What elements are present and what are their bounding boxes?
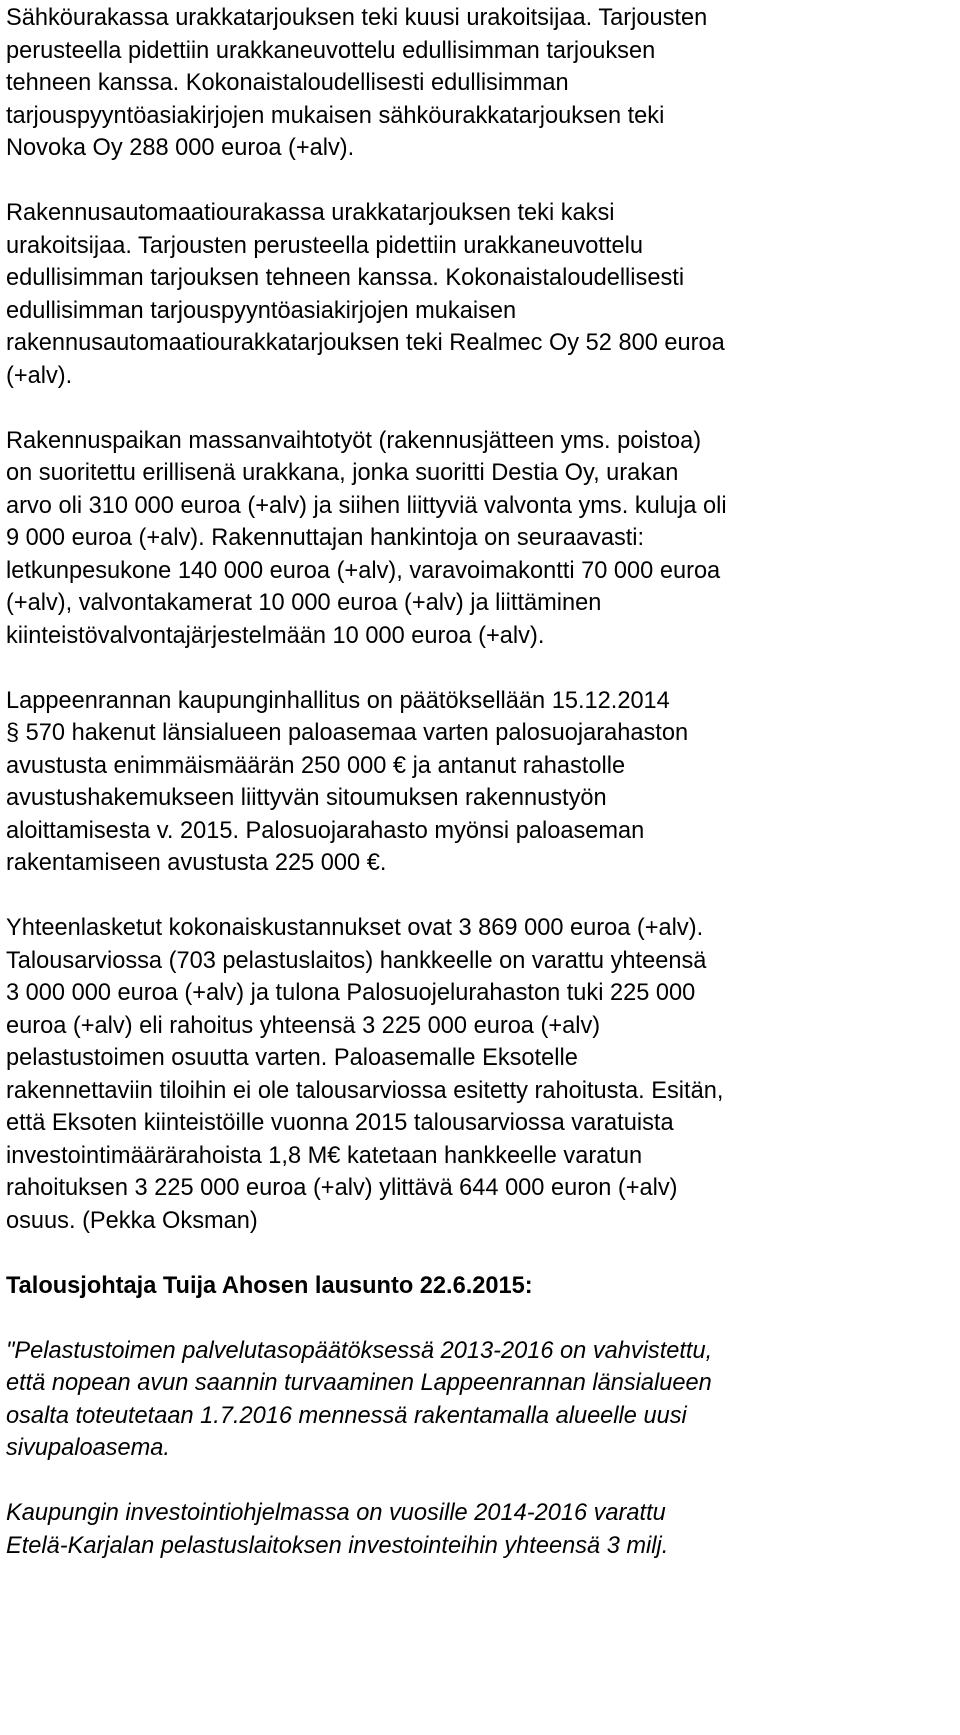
- paragraph-spacer: [6, 392, 960, 425]
- section-heading: Talousjohtaja Tuija Ahosen lausunto 22.6.2015:: [6, 1272, 533, 1299]
- text-line: Etelä-Karjalan pelastuslaitoksen investointeihin yhteensä 3 milj.: [6, 1532, 669, 1559]
- paragraph-total-costs: [6, 912, 960, 1237]
- text-line: (+alv).: [6, 362, 73, 389]
- text-line: edullisimman tarjouspyyntöasiakirjojen mukaisen: [6, 297, 517, 324]
- paragraph-automation-contract: [6, 197, 960, 392]
- text-line: Yhteenlasketut kokonaiskustannukset ovat 3 869 000 euroa (+alv).: [6, 915, 704, 941]
- paragraph-spacer: [6, 1302, 960, 1335]
- text-line: osuus. (Pekka Oksman): [6, 1207, 258, 1234]
- quote-paragraph-service-level: [6, 1335, 960, 1465]
- text-line: urakoitsijaa. Tarjousten perusteella pidettiin urakkaneuvottelu: [6, 232, 643, 259]
- text-line: rahoituksen 3 225 000 euroa (+alv) ylittävä 644 000 euron (+alv): [6, 1175, 678, 1201]
- paragraph-ground-works: [6, 425, 960, 653]
- text-line: pelastustoimen osuutta varten. Paloasemalle Eksotelle: [6, 1045, 578, 1071]
- text-line: perusteella pidettiin urakkaneuvottelu edullisimman tarjouksen: [6, 37, 656, 64]
- text-line: Lappeenrannan kaupunginhallitus on päätöksellään 15.12.2014: [6, 687, 670, 714]
- text-line: Kaupungin investointiohjelmassa on vuosille 2014-2016 varattu: [6, 1500, 666, 1526]
- paragraph-spacer: [6, 652, 960, 685]
- text-line: aloittamisesta v. 2015. Palosuojarahasto myönsi paloaseman: [6, 817, 645, 844]
- paragraph-electrical-contract: [6, 2, 960, 165]
- text-line: Rakennusautomaatiourakassa urakkatarjouksen teki kaksi: [6, 200, 615, 226]
- quote-paragraph-investment-program: [6, 1497, 960, 1562]
- text-line: 9 000 euroa (+alv). Rakennuttajan hankintoja on seuraavasti:: [6, 525, 645, 551]
- text-line: että Eksoten kiinteistöille vuonna 2015 talousarviossa varatuista: [6, 1110, 674, 1136]
- text-line: rakentamiseen avustusta 225 000 €.: [6, 850, 387, 876]
- text-line: avustushakemukseen liittyvän sitoumuksen rakennustyön: [6, 785, 607, 811]
- text-line: Novoka Oy 288 000 euroa (+alv).: [6, 135, 355, 161]
- text-line: tarjouspyyntöasiakirjojen mukaisen sähköurakkatarjouksen teki: [6, 102, 665, 129]
- text-line: (+alv), valvontakamerat 10 000 euroa (+alv) ja liittäminen: [6, 590, 602, 616]
- paragraph-spacer: [6, 1465, 960, 1498]
- text-line: että nopean avun saannin turvaaminen Lappeenrannan länsialueen: [6, 1370, 712, 1396]
- text-line: Talousarviossa (703 pelastuslaitos) hankkeelle on varattu yhteensä: [6, 947, 707, 974]
- text-line: avustusta enimmäismäärän 250 000 € ja antanut rahastolle: [6, 752, 626, 779]
- text-line: rakennusautomaatiourakkatarjouksen teki Realmec Oy 52 800 euroa: [6, 330, 725, 356]
- text-line: tehneen kanssa. Kokonaistaloudellisesti edullisimman: [6, 70, 569, 96]
- text-line: rakennettaviin tiloihin ei ole talousarviossa esitetty rahoitusta. Esitän,: [6, 1077, 724, 1104]
- text-line: letkunpesukone 140 000 euroa (+alv), varavoimakontti 70 000 euroa: [6, 557, 721, 584]
- text-line: § 570 hakenut länsialueen paloasemaa varten palosuojarahaston: [6, 720, 689, 746]
- paragraph-spacer: [6, 165, 960, 198]
- text-line: kiinteistövalvontajärjestelmään 10 000 euroa (+alv).: [6, 622, 545, 649]
- text-line: Sähköurakassa urakkatarjouksen teki kuusi urakoitsijaa. Tarjousten: [6, 5, 708, 31]
- paragraph-spacer: [6, 1237, 960, 1270]
- text-line: sivupaloasema.: [6, 1435, 170, 1461]
- text-line: investointimäärärahoista 1,8 M€ katetaan hankkeelle varatun: [6, 1142, 643, 1169]
- text-line: arvo oli 310 000 euroa (+alv) ja siihen liittyviä valvonta yms. kuluja oli: [6, 492, 727, 519]
- text-line: 3 000 000 euroa (+alv) ja tulona Palosuojelurahaston tuki 225 000: [6, 980, 696, 1006]
- paragraph-spacer: [6, 880, 960, 913]
- text-line: euroa (+alv) eli rahoitus yhteensä 3 225 000 euroa (+alv): [6, 1012, 601, 1039]
- text-line: osalta toteutetaan 1.7.2016 mennessä rakentamalla alueelle uusi: [6, 1402, 687, 1429]
- text-line: Rakennuspaikan massanvaihtotyöt (rakennusjätteen yms. poistoa): [6, 427, 702, 454]
- paragraph-city-board-decision: [6, 685, 960, 880]
- text-line: "Pelastustoimen palvelutasopäätöksessä 2013-2016 on vahvistettu,: [6, 1337, 713, 1364]
- text-line: on suoritettu erillisenä urakkana, jonka suoritti Destia Oy, urakan: [6, 460, 679, 486]
- text-line: edullisimman tarjouksen tehneen kanssa. Kokonaistaloudellisesti: [6, 265, 685, 291]
